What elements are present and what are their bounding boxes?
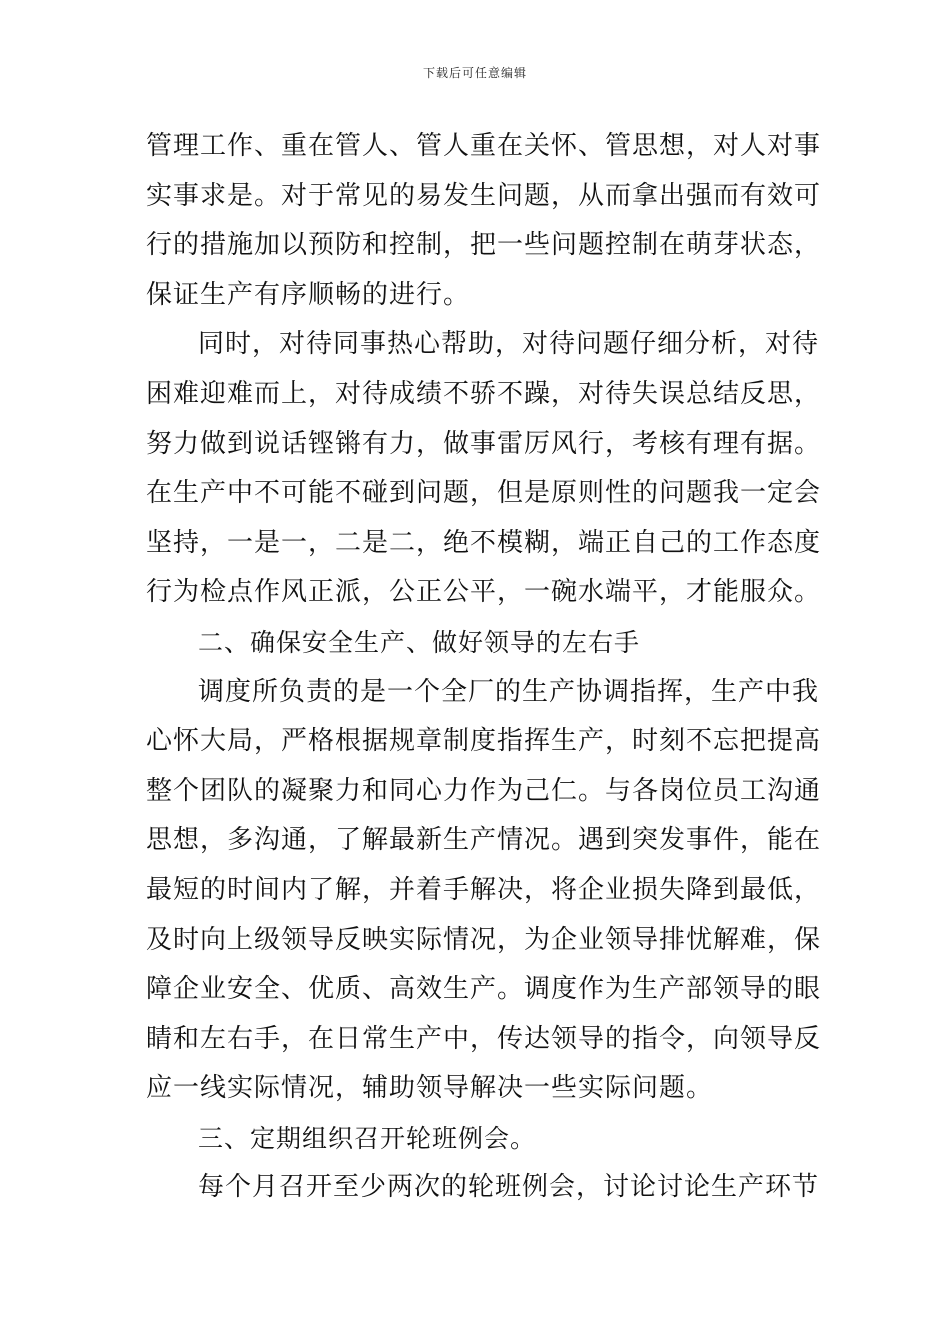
body-line: 障企业安全、优质、高效生产。调度作为生产部领导的眼: [146, 974, 822, 1005]
body-line: 坚持，一是一，二是二，绝不模糊，端正自己的工作态度: [146, 527, 822, 558]
document-body: [146, 122, 822, 1213]
body-line: 心怀大局，严格根据规章制度指挥生产，时刻不忘把提高: [146, 726, 822, 757]
body-line: 困难迎难而上，对待成绩不骄不躁，对待失误总结反思，: [146, 378, 822, 409]
body-line: 应一线实际情况，辅助领导解决一些实际问题。: [146, 1073, 714, 1104]
body-line: 管理工作、重在管人、管人重在关怀、管思想，对人对事: [146, 131, 822, 161]
paragraph-first-line: 调度所负责的是一个全厂的生产协调指挥，生产中我: [198, 676, 820, 707]
section-heading: 二、确保安全生产、做好领导的左右手: [198, 627, 641, 657]
section-heading: 三、定期组织召开轮班例会。: [198, 1123, 537, 1153]
body-line: 及时向上级领导反映实际情况，为企业领导排忧解难，保: [146, 924, 822, 955]
body-line: 睛和左右手，在日常生产中，传达领导的指令，向领导反: [146, 1023, 822, 1054]
paragraph-first-line: 每个月召开至少两次的轮班例会，讨论讨论生产环节: [198, 1172, 820, 1203]
paragraph-first-line: 同时，对待同事热心帮助，对待问题仔细分析，对待: [198, 329, 820, 360]
page-header: 下载后可任意编辑: [422, 66, 527, 80]
body-line: 实事求是。对于常见的易发生问题，从而拿出强而有效可: [146, 180, 822, 211]
body-line: 整个团队的凝聚力和同心力作为己仁。与各岗位员工沟通: [146, 775, 822, 806]
body-line: 保证生产有序顺畅的进行。: [146, 279, 471, 310]
body-line: 最短的时间内了解，并着手解决，将企业损失降到最低，: [146, 874, 822, 905]
body-line: 努力做到说话铿锵有力，做事雷厉风行，考核有理有据。: [146, 428, 822, 459]
body-line: 思想，多沟通，了解最新生产情况。遇到突发事件，能在: [146, 825, 822, 856]
body-line: 行的措施加以预防和控制，把一些问题控制在萌芽状态，: [146, 230, 822, 261]
body-line: 在生产中不可能不碰到问题，但是原则性的问题我一定会: [146, 478, 822, 509]
body-line: 行为检点作风正派，公正公平，一碗水端平，才能服众。: [146, 577, 822, 608]
